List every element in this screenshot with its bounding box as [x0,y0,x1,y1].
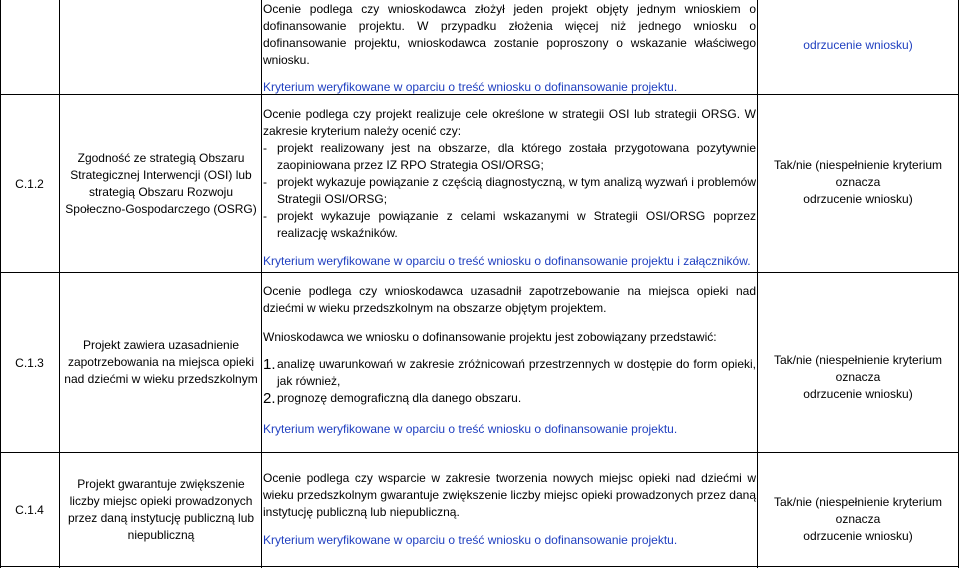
score-line-1: Tak/nie (niespełnienie kryterium oznacza [773,495,943,526]
top-row-description [263,1,756,96]
score-text: odrzucenie wniosku) [803,38,913,52]
item-number: 1. [263,356,276,373]
item-text: prognozę demograficzną dla danego obszaru. [277,391,522,405]
criterion-id-text: C.1.4 [15,502,44,517]
score-cell [757,352,959,403]
score-line-2: odrzucenie wniosku) [803,387,913,401]
score-cell [757,494,959,545]
criterion-id [0,273,59,452]
score-line-2: odrzucenie wniosku) [803,192,913,206]
criterion-name-text: Zgodność ze strategią Obszaru Strategicznej Interwencji (OSI) lub strategią Obszaru Rozwoju Społeczno-Gospodarczego (OSRG) [65,150,257,216]
criterion-description [263,470,756,549]
verification-note: Kryterium weryfikowane w oparciu o treść wniosku o dofinansowanie projektu. [263,80,678,94]
grid-line [261,0,262,568]
bullet-item: - projekt realizowany jest na obszarze, dla którego została przygotowana pozytywnie zaopiniowana przez IZ RPO Strategia OSI/ORSG; [263,141,756,172]
grid-line [0,566,959,567]
criterion-name [63,95,259,272]
criterion-name-text: Projekt zawiera uzasadnienie zapotrzebowania na miejsca opieki nad dziećmi w wieku przedszkolnym [64,338,258,386]
description-intro: Ocenie podlega czy projekt realizuje cele określone w strategii OSI lub strategii ORSG. W zakresie kryterium należy ocenić czy: [263,107,756,138]
score-line-1: Tak/nie (niespełnienie kryterium oznacza [773,353,943,384]
criterion-id [0,453,59,566]
criterion-name [63,273,259,452]
verification-note: Kryterium weryfikowane w oparciu o treść wniosku o dofinansowanie projektu i załączników. [263,254,751,268]
score-line-2: odrzucenie wniosku) [803,529,913,543]
criterion-name-text: Projekt gwarantuje zwiększenie liczby miejsc opieki prowadzonych przez daną instytucję publiczną lub niepubliczną [67,476,255,542]
item-number: 2. [263,390,276,407]
criterion-name [63,453,259,566]
grid-line [757,0,758,568]
bullet-item: - projekt wykazuje powiązanie z celami wskazanymi w Strategii OSI/ORSG poprzez realizację wskaźników. [263,209,756,240]
numbered-item [263,356,756,390]
item-text: analizę uwarunkowań w zakresie zróżnicowań przestrzennych w dostępie do form opieki, jak również, [277,357,756,388]
verification-note: Kryterium weryfikowane w oparciu o treść wniosku o dofinansowanie projektu. [263,422,678,436]
bullet-text: projekt wykazuje powiązanie z celami wskazanymi w Strategii OSI/ORSG poprzez realizację wskaźników. [277,209,756,240]
score-cell [757,157,959,208]
description-intro: Ocenie podlega czy wsparcie w zakresie tworzenia nowych miejsc opieki nad dziećmi w wieku przedszkolnym gwarantuje zwiększenie liczby miejsc opieki prowadzonych przez daną instytucję publiczną lub niepubliczną. [263,471,756,519]
description-text: Ocenie podlega czy wnioskodawca złożył jeden projekt objęty jednym wnioskiem o dofinansowanie projektu. W przypadku złożenia więcej niż jednego wniosku o dofinansowanie projektu, wnioskodawca zostanie poproszony o wskazanie właściwego wniosku. [263,2,756,67]
score-cell [757,37,959,54]
criterion-id-text: C.1.2 [15,176,44,191]
grid-line [59,0,60,568]
description-intro-2: Wnioskodawca we wniosku o dofinansowanie projektu jest zobowiązany przedstawić: [263,330,717,344]
numbered-item [263,390,756,407]
bullet-text: projekt wykazuje powiązanie z częścią diagnostyczną, w tym analizą wyzwań i problemów Strategii OSI/ORSG; [277,175,756,206]
criterion-description [263,283,756,438]
criterion-id [0,95,59,272]
bullet-text: projekt realizowany jest na obszarze, dla którego została przygotowana pozytywnie zaopiniowana przez IZ RPO Strategia OSI/ORSG; [277,141,756,172]
score-line-1: Tak/nie (niespełnienie kryterium oznacza [773,158,943,189]
verification-note: Kryterium weryfikowane w oparciu o treść wniosku o dofinansowanie projektu. [263,533,678,547]
criterion-description [263,106,756,270]
bullet-item: - projekt wykazuje powiązanie z częścią diagnostyczną, w tym analizą wyzwań i problemów Strategii OSI/ORSG; [263,175,756,206]
criterion-id-text: C.1.3 [15,355,44,370]
description-intro: Ocenie podlega czy wnioskodawca uzasadnił zapotrzebowanie na miejsca opieki nad dziećmi w wieku przedszkolnym na obszarze objętym projektem. [263,284,756,315]
